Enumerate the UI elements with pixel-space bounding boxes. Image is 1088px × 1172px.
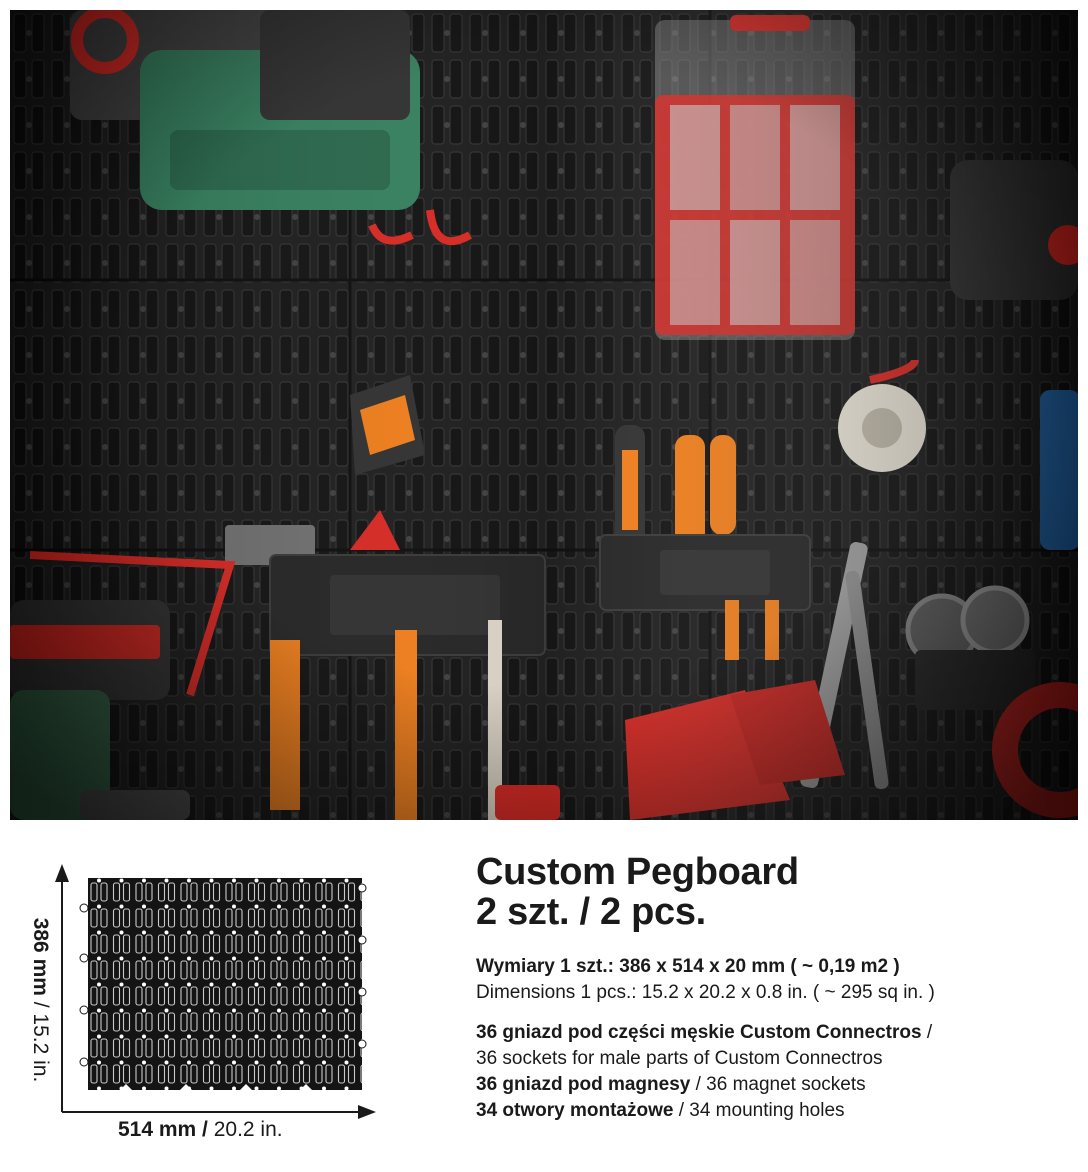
product-title (476, 852, 1076, 932)
dimensions-en: Dimensions 1 pcs.: 15.2 x 20.2 x 0.8 in. ( ~ 295 sq in. ) (476, 982, 935, 1003)
feature-magnets (476, 1072, 1076, 1098)
width-in: 20.2 in. (207, 1118, 283, 1141)
feature-connectors-en: 36 sockets for male parts of Custom Connectros (476, 1048, 883, 1069)
height-arrow-icon (55, 864, 69, 882)
title-line-2: 2 szt. / 2 pcs. (476, 891, 706, 933)
height-mm: 386 mm (29, 917, 52, 996)
feature-connectors-pl: 36 gniazd pod części męskie Custom Connectros (476, 1022, 922, 1043)
dimensions-spec (476, 954, 1076, 1006)
pegboard-tile (88, 878, 362, 1090)
product-photo (10, 10, 1078, 820)
height-label (28, 918, 52, 1083)
feature-magnets-en: / 36 magnet sockets (690, 1074, 866, 1095)
feature-connectors (476, 1020, 1076, 1046)
feature-magnets-pl: 36 gniazd pod magnesy (476, 1074, 691, 1095)
height-in: / 15.2 in. (29, 995, 52, 1083)
feature-holes-en: / 34 mounting holes (673, 1100, 845, 1121)
width-label (118, 1118, 283, 1142)
feature-holes-pl: 34 otwory montażowe (476, 1100, 674, 1121)
feature-connectors-sep: / (921, 1022, 933, 1043)
dimensions-pl: Wymiary 1 szt.: 386 x 514 x 20 mm ( ~ 0,19 m2 ) (476, 956, 900, 977)
features-list (476, 1020, 1076, 1124)
width-arrow-icon (358, 1105, 376, 1119)
product-info (476, 852, 1076, 1124)
title-line-1: Custom Pegboard (476, 851, 799, 893)
width-mm: 514 mm / (118, 1118, 208, 1141)
pegboard-wall-scene (10, 10, 1078, 820)
feature-mounting-holes (476, 1098, 1076, 1124)
